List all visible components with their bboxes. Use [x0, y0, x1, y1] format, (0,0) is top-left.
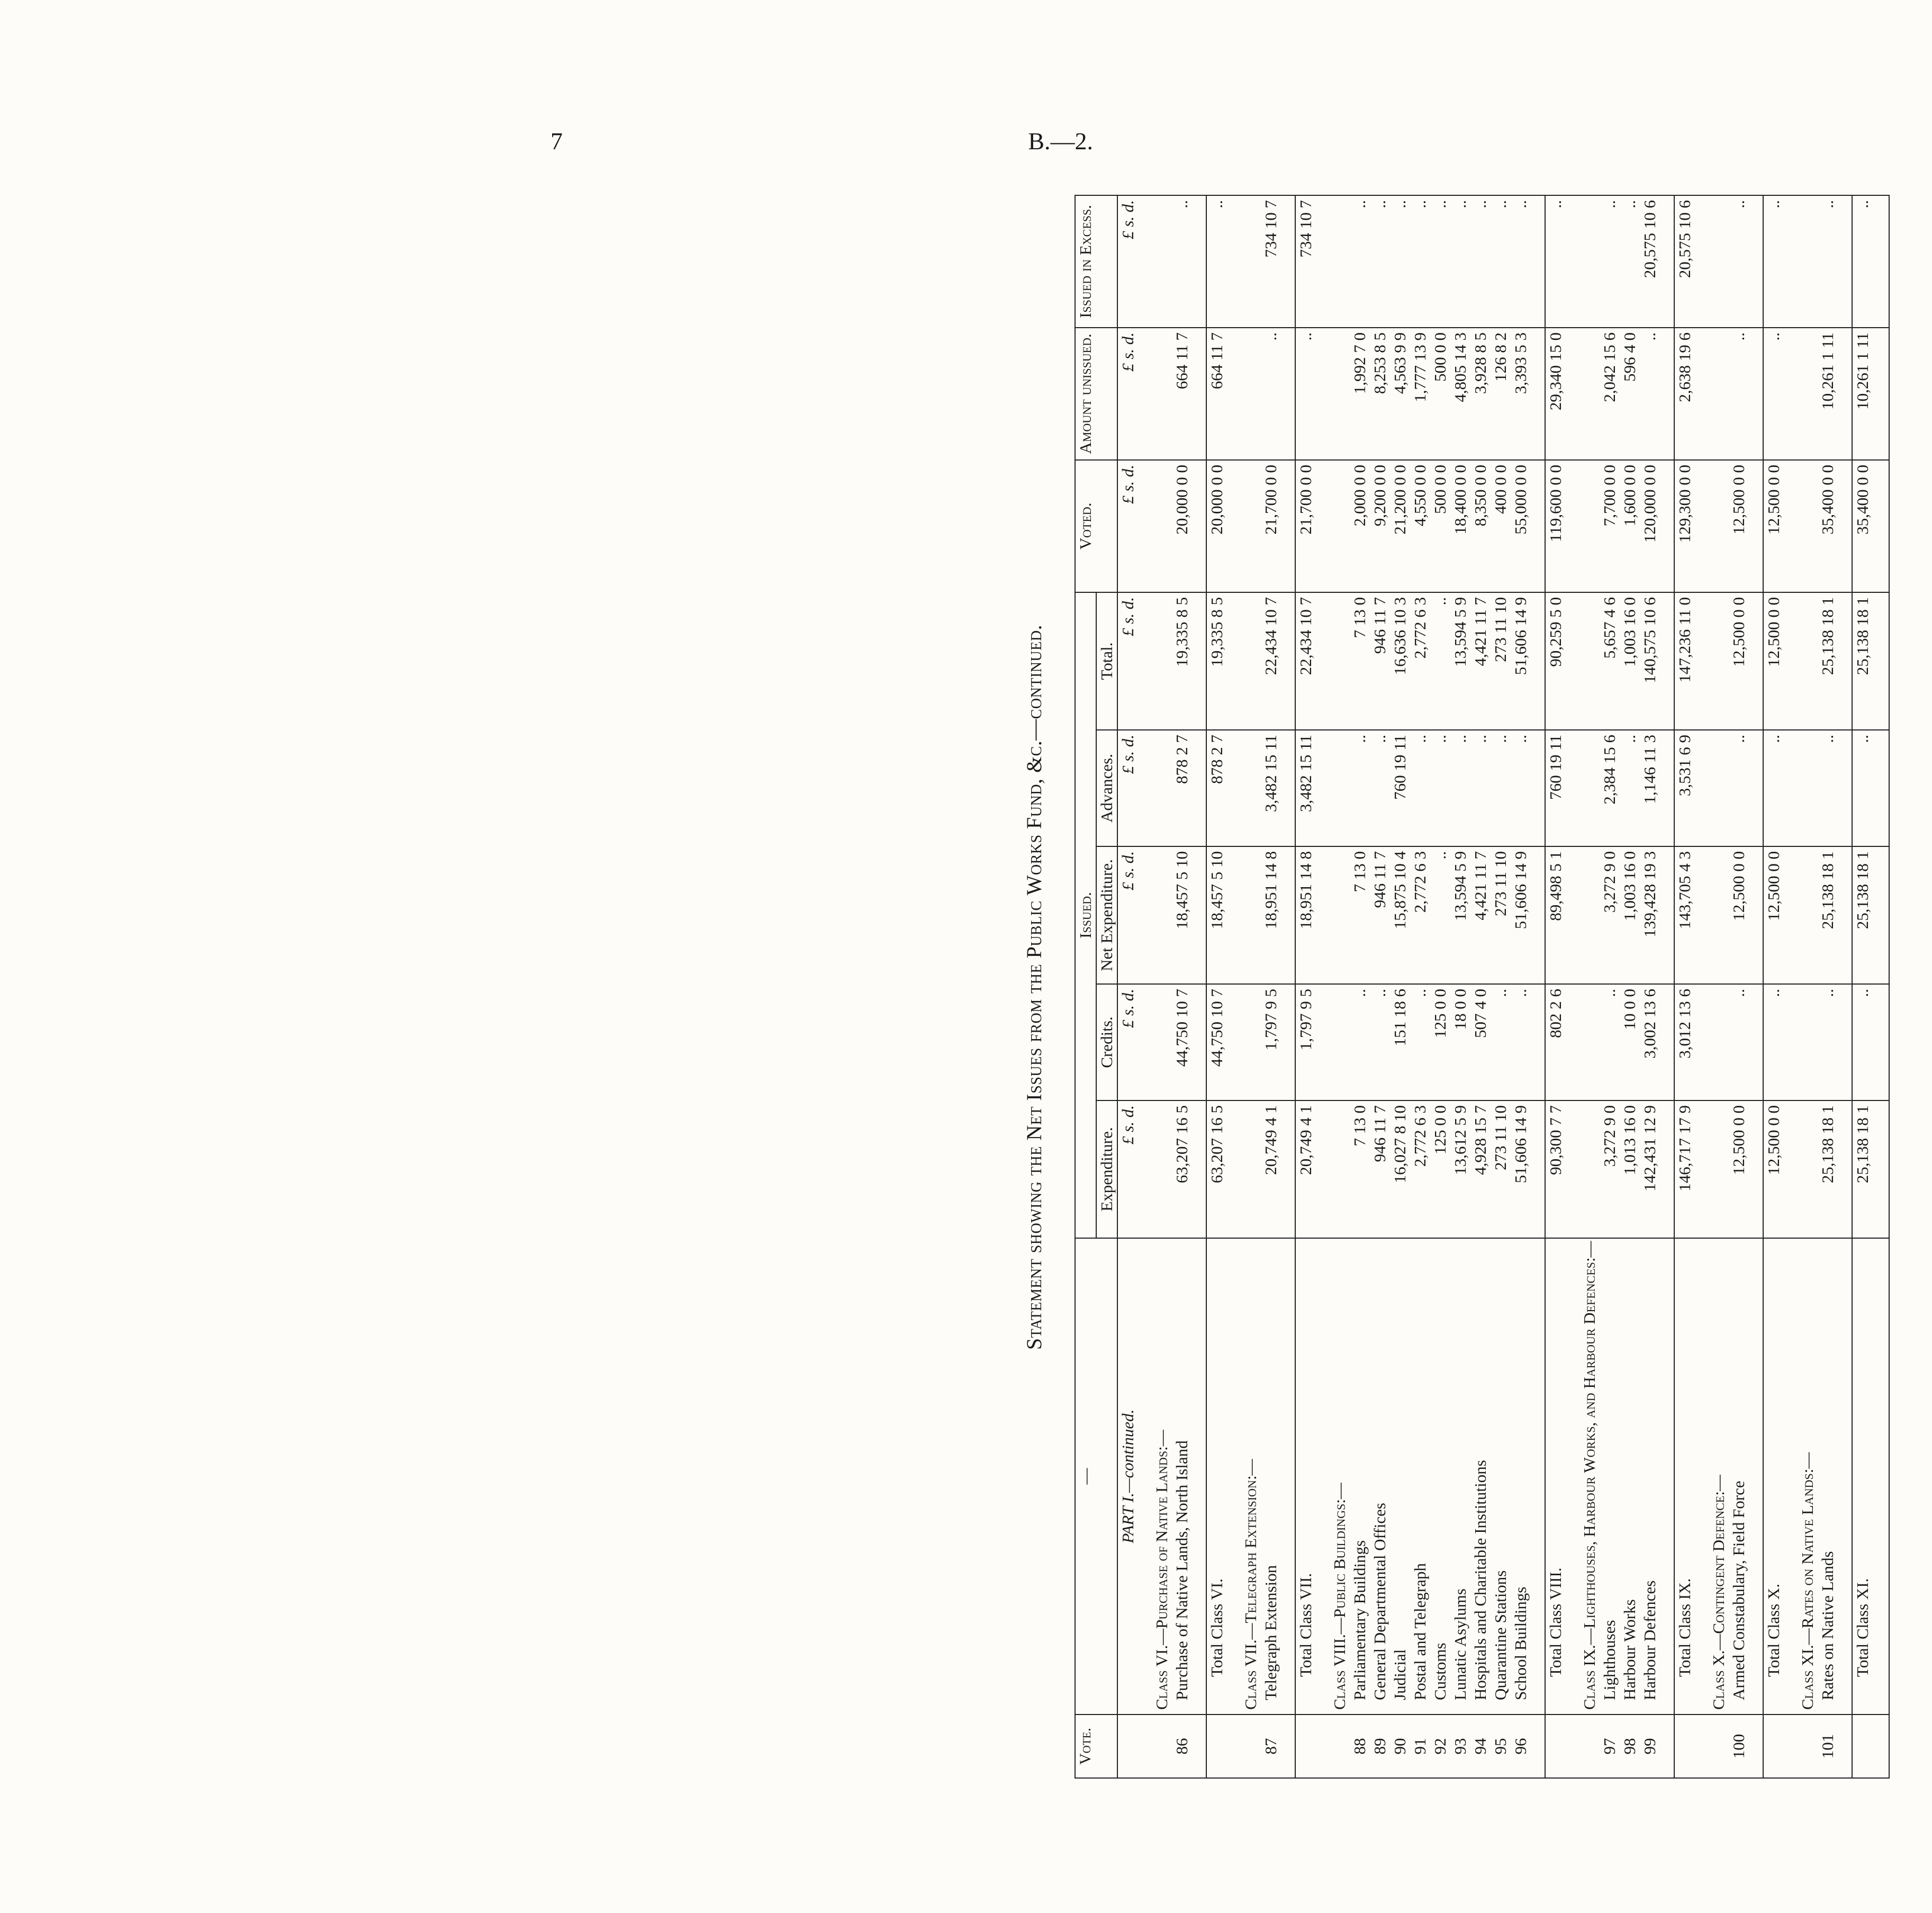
cell-cred: 18 0 0 — [1450, 984, 1470, 1100]
unit-label: £ s. d. — [1117, 460, 1138, 592]
cell-voted: 20,000 0 0 — [1172, 460, 1192, 592]
part-heading: PART I.—continued. — [1117, 1238, 1138, 1715]
table-row — [1491, 195, 1511, 1778]
total-tot: 19,335 8 5 — [1206, 592, 1227, 730]
cell-exp: 7 13 0 — [1350, 1100, 1370, 1238]
cell-cred: .. — [1729, 984, 1749, 1100]
total-exp: 146,717 17 9 — [1674, 1100, 1695, 1238]
total-exp: 12,500 0 0 — [1763, 1100, 1784, 1238]
total-voted: 129,300 0 0 — [1674, 460, 1695, 592]
total-unis: 29,340 15 0 — [1545, 328, 1566, 460]
total-exc: .. — [1206, 195, 1227, 328]
unit-label: £ s. d. — [1117, 730, 1138, 846]
cell-tot: 25,138 18 1 — [1818, 592, 1838, 730]
spacer-row — [1749, 195, 1763, 1778]
cell-net: 51,606 14 9 — [1511, 846, 1531, 984]
cell-unis: .. — [1261, 328, 1281, 460]
table-row — [1729, 195, 1749, 1778]
total-voted: 35,400 0 0 — [1852, 460, 1873, 592]
header-issued: Issued. — [1075, 592, 1096, 1238]
cell-tot: 1,003 16 0 — [1620, 592, 1640, 730]
vote-number: 101 — [1818, 1715, 1838, 1778]
header-advances: Advances. — [1096, 730, 1117, 846]
total-adv: 760 19 11 — [1545, 730, 1566, 846]
cell-exc: .. — [1511, 195, 1531, 328]
class-total-row — [1674, 195, 1695, 1778]
cell-tot: 13,594 5 9 — [1450, 592, 1470, 730]
cell-adv: .. — [1511, 730, 1531, 846]
table-row — [1172, 195, 1192, 1778]
cell-net: 18,457 5 10 — [1172, 846, 1192, 984]
cell-cred: .. — [1410, 984, 1430, 1100]
cell-exp: 946 11 7 — [1370, 1100, 1390, 1238]
vote-number: 87 — [1261, 1715, 1281, 1778]
cell-exc: .. — [1450, 195, 1470, 328]
table-row — [1640, 195, 1660, 1778]
total-tot: 22,434 10 7 — [1295, 592, 1316, 730]
cell-tot: 946 11 7 — [1370, 592, 1390, 730]
total-exc: .. — [1763, 195, 1784, 328]
cell-exp: 142,431 12 9 — [1640, 1100, 1660, 1238]
cell-unis: 8,253 8 5 — [1370, 328, 1390, 460]
class-heading-row — [1798, 195, 1818, 1778]
class-heading-row — [1241, 195, 1261, 1778]
cell-voted: 21,200 0 0 — [1390, 460, 1410, 592]
cell-cred: .. — [1491, 984, 1511, 1100]
cell-exc: .. — [1430, 195, 1450, 328]
row-description: Quarantine Stations — [1491, 1238, 1511, 1715]
cell-exp: 2,772 6 3 — [1410, 1100, 1430, 1238]
vote-number: 98 — [1620, 1715, 1640, 1778]
class-total-label: Total Class VIII. — [1545, 1238, 1566, 1715]
table-row — [1470, 195, 1491, 1778]
cell-tot: 16,636 10 3 — [1390, 592, 1410, 730]
cell-voted: 9,200 0 0 — [1370, 460, 1390, 592]
header-net-expenditure: Net Expenditure. — [1096, 846, 1117, 984]
unit-label: £ s. d. — [1117, 195, 1138, 328]
vote-number: 94 — [1470, 1715, 1491, 1778]
cell-tot: 19,335 8 5 — [1172, 592, 1192, 730]
net-issues-table — [1075, 195, 1890, 1779]
spacer-row — [1531, 195, 1545, 1778]
total-adv: .. — [1763, 730, 1784, 846]
total-exc: 734 10 7 — [1295, 195, 1316, 328]
cell-adv: 3,482 15 11 — [1261, 730, 1281, 846]
total-voted: 20,000 0 0 — [1206, 460, 1227, 592]
cell-net: 1,003 16 0 — [1620, 846, 1640, 984]
vote-number: 88 — [1350, 1715, 1370, 1778]
cell-cred: 10 0 0 — [1620, 984, 1640, 1100]
table-row — [1430, 195, 1450, 1778]
class-total-label: Total Class VII. — [1295, 1238, 1316, 1715]
header-amount-unissued: Amount unissued. — [1075, 328, 1117, 460]
total-exp: 63,207 16 5 — [1206, 1100, 1227, 1238]
cell-exp: 125 0 0 — [1430, 1100, 1450, 1238]
cell-cred: .. — [1511, 984, 1531, 1100]
total-cred: 3,012 13 6 — [1674, 984, 1695, 1100]
class-heading: Class VIII.—Public Buildings:— — [1330, 1238, 1350, 1715]
cell-net: 273 11 10 — [1491, 846, 1511, 984]
cell-adv: .. — [1818, 730, 1838, 846]
class-total-row — [1295, 195, 1316, 1778]
class-total-label: Total Class VI. — [1206, 1238, 1227, 1715]
class-heading-row — [1330, 195, 1350, 1778]
total-voted: 12,500 0 0 — [1763, 460, 1784, 592]
cell-unis: 1,992 7 0 — [1350, 328, 1370, 460]
table-row — [1370, 195, 1390, 1778]
row-description: Harbour Defences — [1640, 1238, 1660, 1715]
row-description: School Buildings — [1511, 1238, 1531, 1715]
cell-voted: 500 0 0 — [1430, 460, 1450, 592]
class-heading: Class VI.—Purchase of Native Lands:— — [1152, 1238, 1172, 1715]
table-row — [1818, 195, 1838, 1778]
cell-exc: .. — [1470, 195, 1491, 328]
cell-voted: 1,600 0 0 — [1620, 460, 1640, 592]
vote-number: 97 — [1600, 1715, 1620, 1778]
cell-voted: 400 0 0 — [1491, 460, 1511, 592]
cell-voted: 35,400 0 0 — [1818, 460, 1838, 592]
unit-label: £ s. d. — [1117, 846, 1138, 984]
cell-adv: 760 19 11 — [1390, 730, 1410, 846]
total-exp: 25,138 18 1 — [1852, 1100, 1873, 1238]
vote-number: 91 — [1410, 1715, 1430, 1778]
total-voted: 21,700 0 0 — [1295, 460, 1316, 592]
header-issued-in-excess: Issued in Excess. — [1075, 195, 1117, 328]
cell-net: .. — [1430, 846, 1450, 984]
total-net: 12,500 0 0 — [1763, 846, 1784, 984]
class-total-row — [1545, 195, 1566, 1778]
cell-voted: 4,550 0 0 — [1410, 460, 1430, 592]
cell-adv: .. — [1491, 730, 1511, 846]
total-net: 18,951 14 8 — [1295, 846, 1316, 984]
header-vote: Vote. — [1075, 1715, 1117, 1778]
cell-net: 12,500 0 0 — [1729, 846, 1749, 984]
spacer-row — [1566, 195, 1579, 1778]
cell-exc: .. — [1491, 195, 1511, 328]
cell-adv: .. — [1620, 730, 1640, 846]
class-total-label: Total Class IX. — [1674, 1238, 1695, 1715]
vote-number: 96 — [1511, 1715, 1531, 1778]
header-description: — — [1075, 1238, 1117, 1715]
cell-exp: 273 11 10 — [1491, 1100, 1511, 1238]
spacer-row — [1873, 195, 1889, 1778]
cell-tot: 51,606 14 9 — [1511, 592, 1531, 730]
cell-tot: 273 11 10 — [1491, 592, 1511, 730]
header-total: Total. — [1096, 592, 1117, 730]
class-heading-row — [1709, 195, 1729, 1778]
spacer-row — [1695, 195, 1709, 1778]
cell-exc: .. — [1620, 195, 1640, 328]
cell-exp: 1,013 16 0 — [1620, 1100, 1640, 1238]
total-cred: 44,750 10 7 — [1206, 984, 1227, 1100]
vote-number: 90 — [1390, 1715, 1410, 1778]
total-tot: 90,259 5 0 — [1545, 592, 1566, 730]
cell-unis: 126 8 2 — [1491, 328, 1511, 460]
row-description: Customs — [1430, 1238, 1450, 1715]
table-row — [1390, 195, 1410, 1778]
total-tot: 147,236 11 0 — [1674, 592, 1695, 730]
cell-unis: 3,393 5 3 — [1511, 328, 1531, 460]
cell-exc: .. — [1600, 195, 1620, 328]
cell-exp: 13,612 5 9 — [1450, 1100, 1470, 1238]
cell-adv: .. — [1370, 730, 1390, 846]
cell-exp: 4,928 15 7 — [1470, 1100, 1491, 1238]
cell-tot: 12,500 0 0 — [1729, 592, 1749, 730]
cell-adv: 878 2 7 — [1172, 730, 1192, 846]
table-title: Statement showing the Net Issues from the Public Works Fund, &c.—continued. — [1022, 624, 1046, 1350]
total-cred: .. — [1852, 984, 1873, 1100]
class-total-row — [1852, 195, 1873, 1778]
vote-number: 86 — [1172, 1715, 1192, 1778]
table-row — [1450, 195, 1470, 1778]
class-heading: Class IX.—Lighthouses, Harbour Works, and Harbour Defences:— — [1579, 1238, 1600, 1715]
vote-number: 99 — [1640, 1715, 1660, 1778]
cell-unis: 596 4 0 — [1620, 328, 1640, 460]
cell-voted: 21,700 0 0 — [1261, 460, 1281, 592]
table-row — [1410, 195, 1430, 1778]
cell-cred: 125 0 0 — [1430, 984, 1450, 1100]
row-description: General Departmental Offices — [1370, 1238, 1390, 1715]
cell-exp: 51,606 14 9 — [1511, 1100, 1531, 1238]
cell-adv: .. — [1729, 730, 1749, 846]
spacer-row — [1838, 195, 1852, 1778]
row-description: Rates on Native Lands — [1818, 1238, 1838, 1715]
cell-adv: .. — [1430, 730, 1450, 846]
total-net: 18,457 5 10 — [1206, 846, 1227, 984]
total-net: 89,498 5 1 — [1545, 846, 1566, 984]
cell-exc: .. — [1410, 195, 1430, 328]
total-tot: 25,138 18 1 — [1852, 592, 1873, 730]
page-reference: B.—2. — [1028, 128, 1093, 155]
table-row — [1511, 195, 1531, 1778]
row-description: Lunatic Asylums — [1450, 1238, 1470, 1715]
row-description: Hospitals and Charitable Institutions — [1470, 1238, 1491, 1715]
cell-unis: .. — [1729, 328, 1749, 460]
cell-cred: 44,750 10 7 — [1172, 984, 1192, 1100]
row-description: Judicial — [1390, 1238, 1410, 1715]
cell-cred: 1,797 9 5 — [1261, 984, 1281, 1100]
spacer-row — [1316, 195, 1330, 1778]
header-expenditure: Expenditure. — [1096, 1100, 1117, 1238]
cell-voted: 2,000 0 0 — [1350, 460, 1370, 592]
cell-exc: .. — [1818, 195, 1838, 328]
cell-exp: 63,207 16 5 — [1172, 1100, 1192, 1238]
cell-exc: 20,575 10 6 — [1640, 195, 1660, 328]
row-description: Lighthouses — [1600, 1238, 1620, 1715]
page-number: 7 — [550, 128, 563, 155]
cell-adv: .. — [1350, 730, 1370, 846]
spacer-row — [1784, 195, 1798, 1778]
class-total-label: Total Class X. — [1763, 1238, 1784, 1715]
cell-unis: .. — [1640, 328, 1660, 460]
class-heading: Class XI.—Rates on Native Lands:— — [1798, 1238, 1818, 1715]
class-total-label: Total Class XI. — [1852, 1238, 1873, 1715]
vote-number: 100 — [1729, 1715, 1749, 1778]
cell-exp: 3,272 9 0 — [1600, 1100, 1620, 1238]
cell-voted: 7,700 0 0 — [1600, 460, 1620, 592]
cell-net: 7 13 0 — [1350, 846, 1370, 984]
cell-net: 15,875 10 4 — [1390, 846, 1410, 984]
cell-voted: 55,000 0 0 — [1511, 460, 1531, 592]
units-row — [1117, 195, 1138, 1778]
table-row — [1261, 195, 1281, 1778]
cell-cred: .. — [1350, 984, 1370, 1100]
spacer-row — [1227, 195, 1241, 1778]
total-net: 143,705 4 3 — [1674, 846, 1695, 984]
total-cred: 1,797 9 5 — [1295, 984, 1316, 1100]
row-description: Parliamentary Buildings — [1350, 1238, 1370, 1715]
cell-exc: .. — [1172, 195, 1192, 328]
total-voted: 119,600 0 0 — [1545, 460, 1566, 592]
spacer-row — [1660, 195, 1674, 1778]
total-exp: 20,749 4 1 — [1295, 1100, 1316, 1238]
total-cred: 802 2 6 — [1545, 984, 1566, 1100]
cell-exp: 20,749 4 1 — [1261, 1100, 1281, 1238]
total-unis: 10,261 1 11 — [1852, 328, 1873, 460]
class-heading-row — [1152, 195, 1172, 1778]
cell-tot: 7 13 0 — [1350, 592, 1370, 730]
cell-cred: 3,002 13 6 — [1640, 984, 1660, 1100]
total-adv: .. — [1852, 730, 1873, 846]
cell-exc: .. — [1390, 195, 1410, 328]
class-heading-row — [1579, 195, 1600, 1778]
cell-cred: 507 4 0 — [1470, 984, 1491, 1100]
cell-adv: 2,384 15 6 — [1600, 730, 1620, 846]
cell-adv: .. — [1450, 730, 1470, 846]
total-exp: 90,300 7 7 — [1545, 1100, 1566, 1238]
cell-net: 3,272 9 0 — [1600, 846, 1620, 984]
table-row — [1350, 195, 1370, 1778]
cell-exc: .. — [1370, 195, 1390, 328]
cell-unis: 2,042 15 6 — [1600, 328, 1620, 460]
total-cred: .. — [1763, 984, 1784, 1100]
total-exc: .. — [1545, 195, 1566, 328]
cell-tot: .. — [1430, 592, 1450, 730]
cell-cred: .. — [1600, 984, 1620, 1100]
header-voted: Voted. — [1075, 460, 1117, 592]
cell-voted: 12,500 0 0 — [1729, 460, 1749, 592]
table-body — [1117, 195, 1889, 1778]
cell-voted: 120,000 0 0 — [1640, 460, 1660, 592]
total-unis: .. — [1295, 328, 1316, 460]
vote-number: 89 — [1370, 1715, 1390, 1778]
spacer-row — [1138, 195, 1152, 1778]
cell-tot: 4,421 11 7 — [1470, 592, 1491, 730]
cell-tot: 140,575 10 6 — [1640, 592, 1660, 730]
cell-voted: 18,400 0 0 — [1450, 460, 1470, 592]
spacer-row — [1281, 195, 1295, 1778]
cell-adv: .. — [1470, 730, 1491, 846]
vote-number: 95 — [1491, 1715, 1511, 1778]
cell-cred: .. — [1818, 984, 1838, 1100]
cell-exc: .. — [1729, 195, 1749, 328]
table-header — [1075, 195, 1117, 1778]
total-exc: .. — [1852, 195, 1873, 328]
row-description: Armed Constabulary, Field Force — [1729, 1238, 1749, 1715]
total-tot: 12,500 0 0 — [1763, 592, 1784, 730]
cell-unis: 500 0 0 — [1430, 328, 1450, 460]
row-description: Postal and Telegraph — [1410, 1238, 1430, 1715]
total-adv: 3,531 6 9 — [1674, 730, 1695, 846]
cell-unis: 664 11 7 — [1172, 328, 1192, 460]
table-row — [1620, 195, 1640, 1778]
total-exc: 20,575 10 6 — [1674, 195, 1695, 328]
total-unis: 2,638 19 6 — [1674, 328, 1695, 460]
cell-tot: 2,772 6 3 — [1410, 592, 1430, 730]
spacer-row — [1192, 195, 1206, 1778]
class-heading: Class VII.—Telegraph Extension:— — [1241, 1238, 1261, 1715]
header-credits: Credits. — [1096, 984, 1117, 1100]
cell-adv: 1,146 11 3 — [1640, 730, 1660, 846]
cell-net: 4,421 11 7 — [1470, 846, 1491, 984]
row-description: Harbour Works — [1620, 1238, 1640, 1715]
vote-number: 92 — [1430, 1715, 1450, 1778]
class-total-row — [1763, 195, 1784, 1778]
rotated-table-stage — [1022, 196, 1932, 1779]
cell-unis: 4,805 14 3 — [1450, 328, 1470, 460]
cell-net: 139,428 19 3 — [1640, 846, 1660, 984]
cell-cred: 151 18 6 — [1390, 984, 1410, 1100]
total-adv: 878 2 7 — [1206, 730, 1227, 846]
cell-exp: 12,500 0 0 — [1729, 1100, 1749, 1238]
cell-net: 13,594 5 9 — [1450, 846, 1470, 984]
cell-net: 2,772 6 3 — [1410, 846, 1430, 984]
class-heading: Class X.—Contingent Defence:— — [1709, 1238, 1729, 1715]
unit-label: £ s. d. — [1117, 592, 1138, 730]
total-unis: 664 11 7 — [1206, 328, 1227, 460]
row-description: Telegraph Extension — [1261, 1238, 1281, 1715]
cell-tot: 5,657 4 6 — [1600, 592, 1620, 730]
unit-label: £ s. d. — [1117, 1100, 1138, 1238]
cell-exp: 16,027 8 10 — [1390, 1100, 1410, 1238]
total-adv: 3,482 15 11 — [1295, 730, 1316, 846]
table-row — [1600, 195, 1620, 1778]
cell-unis: 3,928 8 5 — [1470, 328, 1491, 460]
cell-net: 946 11 7 — [1370, 846, 1390, 984]
cell-unis: 1,777 13 9 — [1410, 328, 1430, 460]
cell-unis: 10,261 1 11 — [1818, 328, 1838, 460]
unit-label: £ s. d. — [1117, 984, 1138, 1100]
cell-net: 18,951 14 8 — [1261, 846, 1281, 984]
cell-net: 25,138 18 1 — [1818, 846, 1838, 984]
row-description: Purchase of Native Lands, North Island — [1172, 1238, 1192, 1715]
cell-voted: 8,350 0 0 — [1470, 460, 1491, 592]
cell-exc: .. — [1350, 195, 1370, 328]
class-total-row — [1206, 195, 1227, 1778]
cell-unis: 4,563 9 9 — [1390, 328, 1410, 460]
cell-exp: 25,138 18 1 — [1818, 1100, 1838, 1238]
cell-exc: 734 10 7 — [1261, 195, 1281, 328]
total-net: 25,138 18 1 — [1852, 846, 1873, 984]
total-unis: .. — [1763, 328, 1784, 460]
unit-label: £ s. d. — [1117, 328, 1138, 460]
cell-cred: .. — [1370, 984, 1390, 1100]
cell-adv: .. — [1410, 730, 1430, 846]
cell-tot: 22,434 10 7 — [1261, 592, 1281, 730]
vote-number: 93 — [1450, 1715, 1470, 1778]
